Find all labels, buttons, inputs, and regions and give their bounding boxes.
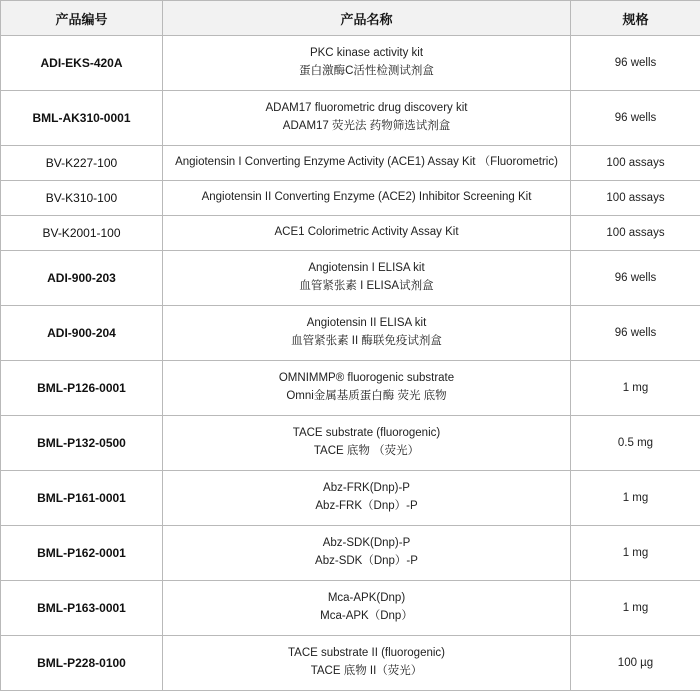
cell-product-name bbox=[163, 91, 571, 146]
cell-product-code: BML-P162-0001 bbox=[1, 526, 163, 581]
cell-product-code: BML-P126-0001 bbox=[1, 361, 163, 416]
cell-product-code: ADI-EKS-420A bbox=[1, 36, 163, 91]
product-name-line: Angiotensin II ELISA kit bbox=[167, 315, 566, 333]
cell-specification: 1 mg bbox=[571, 526, 700, 581]
product-name-line: ADAM17 荧光法 药物筛选试剂盒 bbox=[167, 118, 566, 136]
cell-product-code: BML-P228-0100 bbox=[1, 636, 163, 691]
column-header-code: 产品编号 bbox=[1, 1, 163, 36]
product-name-line: Abz-FRK（Dnp）-P bbox=[167, 498, 566, 516]
cell-product-code: ADI-900-204 bbox=[1, 306, 163, 361]
cell-specification: 100 assays bbox=[571, 146, 700, 181]
cell-product-name bbox=[163, 36, 571, 91]
product-name-line: Abz-SDK(Dnp)-P bbox=[167, 535, 566, 553]
cell-product-name bbox=[163, 471, 571, 526]
cell-specification: 96 wells bbox=[571, 91, 700, 146]
table-row bbox=[1, 146, 700, 181]
product-name-line: Abz-FRK(Dnp)-P bbox=[167, 480, 566, 498]
cell-product-name bbox=[163, 306, 571, 361]
cell-product-code: BV-K227-100 bbox=[1, 146, 163, 181]
table-row bbox=[1, 416, 700, 471]
cell-product-code: BV-K310-100 bbox=[1, 181, 163, 216]
table-row bbox=[1, 471, 700, 526]
cell-product-name bbox=[163, 416, 571, 471]
cell-product-name bbox=[163, 581, 571, 636]
cell-product-code: BV-K2001-100 bbox=[1, 216, 163, 251]
cell-specification: 0.5 mg bbox=[571, 416, 700, 471]
product-name-line: 血管紧张素 I ELISA试剂盒 bbox=[167, 278, 566, 296]
cell-specification: 96 wells bbox=[571, 251, 700, 306]
product-name-line: TACE substrate (fluorogenic) bbox=[167, 425, 566, 443]
cell-product-name bbox=[163, 636, 571, 691]
product-name-line: PKC kinase activity kit bbox=[167, 45, 566, 63]
cell-product-code: BML-P132-0500 bbox=[1, 416, 163, 471]
cell-specification: 100 assays bbox=[571, 216, 700, 251]
cell-specification: 96 wells bbox=[571, 306, 700, 361]
cell-product-code: BML-P161-0001 bbox=[1, 471, 163, 526]
table-row bbox=[1, 181, 700, 216]
product-name-line: TACE 底物 II（荧光） bbox=[167, 663, 566, 681]
cell-product-code: BML-P163-0001 bbox=[1, 581, 163, 636]
table-body bbox=[1, 36, 700, 691]
cell-product-code: ADI-900-203 bbox=[1, 251, 163, 306]
table-row bbox=[1, 251, 700, 306]
cell-product-name bbox=[163, 216, 571, 251]
product-name-line: ADAM17 fluorometric drug discovery kit bbox=[167, 100, 566, 118]
product-name-line: Angiotensin I Converting Enzyme Activity (ACE1) Assay Kit （Fluorometric) bbox=[167, 154, 566, 172]
table-row bbox=[1, 91, 700, 146]
product-name-line: Mca-APK(Dnp) bbox=[167, 590, 566, 608]
header-row bbox=[1, 1, 700, 36]
product-name-line: TACE 底物 （荧光） bbox=[167, 443, 566, 461]
cell-product-name bbox=[163, 181, 571, 216]
cell-specification: 100 assays bbox=[571, 181, 700, 216]
table-row bbox=[1, 636, 700, 691]
cell-specification: 1 mg bbox=[571, 471, 700, 526]
table-row bbox=[1, 306, 700, 361]
product-name-line: Angiotensin II Converting Enzyme (ACE2) Inhibitor Screening Kit bbox=[167, 189, 566, 207]
table-row bbox=[1, 36, 700, 91]
cell-specification: 100 µg bbox=[571, 636, 700, 691]
column-header-name: 产品名称 bbox=[163, 1, 571, 36]
cell-product-name bbox=[163, 146, 571, 181]
cell-product-name bbox=[163, 361, 571, 416]
cell-specification: 96 wells bbox=[571, 36, 700, 91]
product-name-line: Mca-APK（Dnp） bbox=[167, 608, 566, 626]
cell-product-code: BML-AK310-0001 bbox=[1, 91, 163, 146]
column-header-spec: 规格 bbox=[571, 1, 700, 36]
product-name-line: TACE substrate II (fluorogenic) bbox=[167, 645, 566, 663]
product-name-line: 蛋白激酶C活性检测试剂盒 bbox=[167, 63, 566, 81]
product-name-line: Omni金属基质蛋白酶 荧光 底物 bbox=[167, 388, 566, 406]
table-row bbox=[1, 526, 700, 581]
cell-product-name bbox=[163, 526, 571, 581]
product-name-line: OMNIMMP® fluorogenic substrate bbox=[167, 370, 566, 388]
cell-product-name bbox=[163, 251, 571, 306]
cell-specification: 1 mg bbox=[571, 361, 700, 416]
product-name-line: ACE1 Colorimetric Activity Assay Kit bbox=[167, 224, 566, 242]
table-row bbox=[1, 361, 700, 416]
table-header bbox=[1, 1, 700, 36]
product-name-line: Abz-SDK（Dnp）-P bbox=[167, 553, 566, 571]
table-row bbox=[1, 581, 700, 636]
product-name-line: Angiotensin I ELISA kit bbox=[167, 260, 566, 278]
cell-specification: 1 mg bbox=[571, 581, 700, 636]
table-row bbox=[1, 216, 700, 251]
product-name-line: 血管紧张素 II 酶联免疫试剂盒 bbox=[167, 333, 566, 351]
